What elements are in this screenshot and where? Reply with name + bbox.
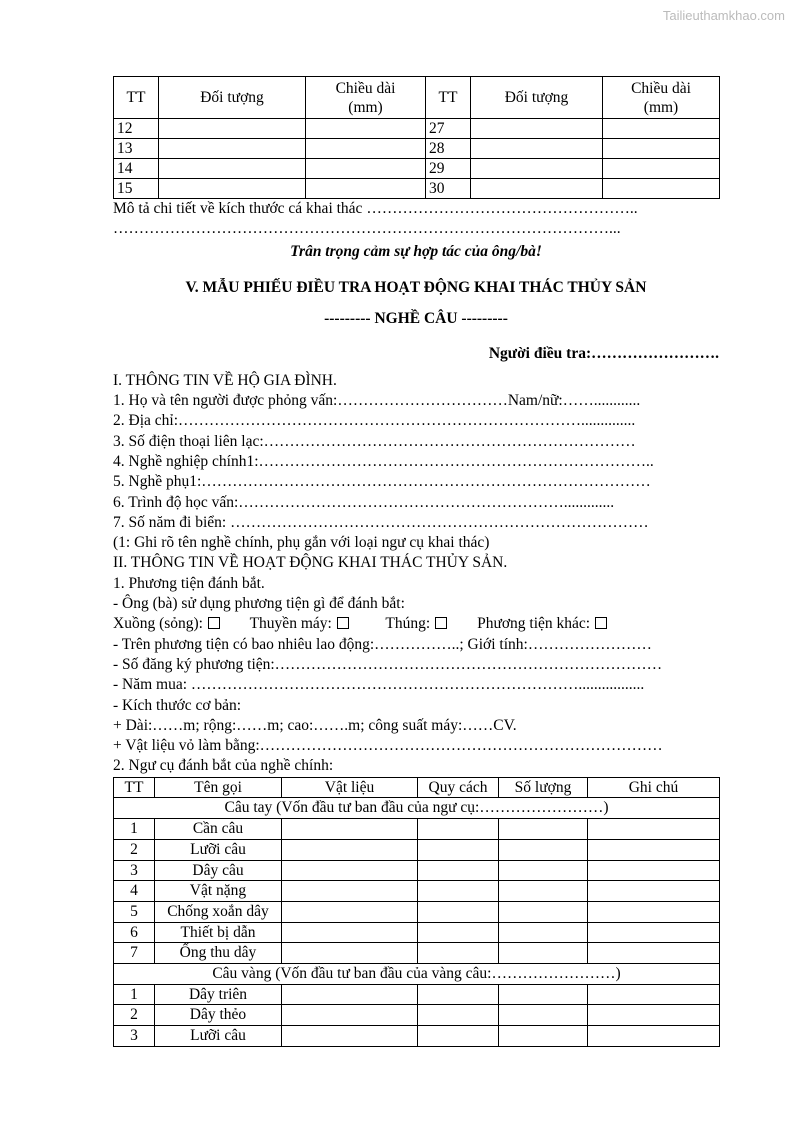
dimensions-label: - Kích thước cơ bản:	[113, 696, 242, 714]
material-cell[interactable]	[282, 922, 418, 943]
group-row-longline	[114, 964, 720, 985]
table-row	[114, 860, 720, 881]
table-row	[114, 839, 720, 860]
row-number: 1	[114, 819, 155, 840]
row-number: 3	[114, 1026, 155, 1047]
row-number: 7	[114, 943, 155, 964]
material-cell[interactable]	[282, 901, 418, 922]
subject-cell[interactable]	[471, 119, 603, 139]
length-cell[interactable]	[306, 179, 426, 199]
material-cell[interactable]	[282, 881, 418, 902]
vessel-subheading: 1. Phương tiện đánh bắt.	[113, 574, 265, 592]
checkbox-icon[interactable]	[435, 617, 447, 629]
col-note: Ghi chú	[588, 777, 720, 798]
row-number: 4	[114, 881, 155, 902]
note-cell[interactable]	[588, 819, 720, 840]
table-row	[114, 819, 720, 840]
note-cell[interactable]	[588, 984, 720, 1005]
fish-length-table	[113, 76, 720, 199]
option-thuyen-may[interactable]: Thuyền máy:	[250, 615, 349, 632]
spec-cell[interactable]	[418, 819, 499, 840]
table-row	[114, 922, 720, 943]
note-cell[interactable]	[588, 901, 720, 922]
spec-cell[interactable]	[418, 860, 499, 881]
registration-field[interactable]: - Số đăng ký phương tiện:…………………………………………………………………	[113, 655, 663, 673]
group-row-hand-line	[114, 798, 720, 819]
col-length: Chiều dài (mm)	[306, 77, 426, 119]
row-number: 15	[114, 179, 159, 199]
table-row	[114, 1026, 720, 1047]
vessel-options	[113, 614, 719, 634]
row-number: 29	[426, 159, 471, 179]
quantity-cell[interactable]	[499, 839, 588, 860]
quantity-cell[interactable]	[499, 1026, 588, 1047]
years-at-sea-field[interactable]: 7. Số năm đi biển: ………………………………………………………………………	[113, 513, 649, 531]
gear-name: Vật nặng	[155, 881, 282, 902]
subject-cell[interactable]	[471, 179, 603, 199]
subject-cell[interactable]	[159, 179, 306, 199]
subject-cell[interactable]	[159, 119, 306, 139]
checkbox-icon[interactable]	[208, 617, 220, 629]
col-tt-2: TT	[426, 77, 471, 119]
part2-heading: II. THÔNG TIN VỀ HOẠT ĐỘNG KHAI THÁC THỦY SẢN.	[113, 554, 508, 572]
row-number: 13	[114, 139, 159, 159]
gear-name: Lưỡi câu	[155, 839, 282, 860]
table-row	[114, 1005, 720, 1026]
dimensions-field[interactable]: + Dài:……m; rộng:……m; cao:…….m; công suất máy:……CV.	[113, 716, 517, 734]
table-row	[114, 901, 720, 922]
option-xuong[interactable]: Xuồng (sỏng):	[113, 615, 220, 632]
subject-cell[interactable]	[159, 159, 306, 179]
gear-name: Dây triên	[155, 984, 282, 1005]
col-material: Vật liệu	[282, 777, 418, 798]
col-name: Tên gọi	[155, 777, 282, 798]
length-cell[interactable]	[603, 139, 720, 159]
material-cell[interactable]	[282, 943, 418, 964]
gear-name: Cần câu	[155, 819, 282, 840]
fishing-gear-table	[113, 777, 720, 1047]
table-row	[114, 881, 720, 902]
row-number: 27	[426, 119, 471, 139]
note-cell[interactable]	[588, 860, 720, 881]
quantity-cell[interactable]	[499, 1005, 588, 1026]
subject-cell[interactable]	[471, 139, 603, 159]
length-cell[interactable]	[603, 119, 720, 139]
table-row	[114, 179, 720, 199]
section-subtitle: --------- NGHỀ CÂU ---------	[324, 310, 508, 328]
row-number: 2	[114, 1005, 155, 1026]
interviewee-name-field[interactable]: 1. Họ và tên người được phỏng vấn:……………………………Nam/nữ:……............	[113, 392, 641, 410]
gear-name: Thiết bị dẫn	[155, 922, 282, 943]
spec-cell[interactable]	[418, 881, 499, 902]
surveyor-field[interactable]: Người điều tra:…………………….	[488, 345, 719, 363]
table-row	[114, 119, 720, 139]
length-cell[interactable]	[306, 139, 426, 159]
quantity-cell[interactable]	[499, 901, 588, 922]
document-page	[113, 76, 719, 1047]
col-tt: TT	[114, 777, 155, 798]
checkbox-icon[interactable]	[337, 617, 349, 629]
table-header-row	[114, 777, 720, 798]
row-number: 5	[114, 901, 155, 922]
spec-cell[interactable]	[418, 1005, 499, 1026]
spec-cell[interactable]	[418, 984, 499, 1005]
footnote: (1: Ghi rõ tên nghề chính, phụ gắn với loại ngư cụ khai thác)	[113, 534, 490, 552]
quantity-cell[interactable]	[499, 819, 588, 840]
gear-name: Dây câu	[155, 860, 282, 881]
fishing-activity-info	[113, 553, 719, 776]
row-number: 1	[114, 984, 155, 1005]
material-cell[interactable]	[282, 984, 418, 1005]
note-cell[interactable]	[588, 839, 720, 860]
table-row	[114, 139, 720, 159]
col-length-2: Chiều dài (mm)	[603, 77, 720, 119]
phone-field[interactable]: 3. Số điện thoại liên lạc:………………………………………………………………	[113, 432, 636, 450]
subject-cell[interactable]	[159, 139, 306, 159]
labor-gender-field[interactable]: - Trên phương tiện có bao nhiêu lao động:……………..; Giới tính:……………………	[113, 635, 652, 653]
spec-cell[interactable]	[418, 839, 499, 860]
watermark: Tailieuthamkhao.com	[662, 8, 785, 23]
spec-cell[interactable]	[418, 901, 499, 922]
table-row	[114, 984, 720, 1005]
length-cell[interactable]	[306, 159, 426, 179]
thanks-note: Trân trọng cảm sự hợp tác của ông/bà!	[290, 242, 542, 260]
col-quantity: Số lượng	[499, 777, 588, 798]
row-number: 6	[114, 922, 155, 943]
gear-name: Dây thẻo	[155, 1005, 282, 1026]
col-tt: TT	[114, 77, 159, 119]
section-title: V. MẪU PHIẾU ĐIỀU TRA HOẠT ĐỘNG KHAI THÁC THỦY SẢN	[185, 278, 647, 296]
length-cell[interactable]	[306, 119, 426, 139]
material-cell[interactable]	[282, 819, 418, 840]
checkbox-icon[interactable]	[595, 617, 607, 629]
table-row	[114, 159, 720, 179]
col-spec: Quy cách	[418, 777, 499, 798]
note-cell[interactable]	[588, 881, 720, 902]
material-cell[interactable]	[282, 1005, 418, 1026]
education-field[interactable]: 6. Trình độ học vấn:……………………………………………………….............	[113, 493, 615, 511]
group-title: Câu vàng (Vốn đầu tư ban đầu của vàng câu:……………………)	[114, 964, 720, 985]
spec-cell[interactable]	[418, 943, 499, 964]
option-other[interactable]: Phương tiện khác:	[477, 615, 607, 632]
row-number: 30	[426, 179, 471, 199]
part1-heading: I. THÔNG TIN VỀ HỘ GIA ĐÌNH.	[113, 371, 337, 389]
material-cell[interactable]	[282, 839, 418, 860]
gear-name: Lưỡi câu	[155, 1026, 282, 1047]
row-number: 2	[114, 839, 155, 860]
quantity-cell[interactable]	[499, 860, 588, 881]
fish-size-description-cont[interactable]: ……………………………………………………………………………………...	[113, 220, 621, 238]
material-cell[interactable]	[282, 860, 418, 881]
gear-name: Chống xoắn dây	[155, 901, 282, 922]
note-cell[interactable]	[588, 1005, 720, 1026]
quantity-cell[interactable]	[499, 881, 588, 902]
note-cell[interactable]	[588, 1026, 720, 1047]
length-cell[interactable]	[603, 179, 720, 199]
vessel-question: - Ông (bà) sử dụng phương tiện gì để đánh bắt:	[113, 595, 405, 613]
row-number: 12	[114, 119, 159, 139]
gear-name: Ống thu dây	[155, 943, 282, 964]
row-number: 14	[114, 159, 159, 179]
household-info	[113, 371, 719, 554]
gear-subheading: 2. Ngư cụ đánh bắt của nghề chính:	[113, 757, 334, 775]
fish-size-description[interactable]: Mô tả chi tiết về kích thước cá khai thác ……………………………………………..	[113, 200, 638, 217]
col-subject: Đối tượng	[159, 77, 306, 119]
note-cell[interactable]	[588, 922, 720, 943]
subject-cell[interactable]	[471, 159, 603, 179]
spec-cell[interactable]	[418, 1026, 499, 1047]
quantity-cell[interactable]	[499, 943, 588, 964]
quantity-cell[interactable]	[499, 922, 588, 943]
row-number: 3	[114, 860, 155, 881]
side-job-field[interactable]: 5. Nghề phụ1:……………………………………………………………………………	[113, 473, 651, 491]
option-thung[interactable]: Thúng:	[385, 615, 447, 632]
material-cell[interactable]	[282, 1026, 418, 1047]
group-title: Câu tay (Vốn đầu tư ban đầu của ngư cụ:……………………)	[114, 798, 720, 819]
row-number: 28	[426, 139, 471, 159]
quantity-cell[interactable]	[499, 984, 588, 1005]
hull-material-field[interactable]: + Vật liệu vỏ làm bằng:……………………………………………………………………	[113, 737, 663, 755]
purchase-year-field[interactable]: - Năm mua: ………………………………………………………………….................	[113, 676, 645, 694]
col-subject-2: Đối tượng	[471, 77, 603, 119]
length-cell[interactable]	[603, 159, 720, 179]
table-header-row	[114, 77, 720, 119]
main-job-field[interactable]: 4. Nghề nghiệp chính1:…………………………………………………………………..	[113, 452, 654, 470]
table-row	[114, 943, 720, 964]
address-field[interactable]: 2. Địa chỉ:……………………………………………………………………..............	[113, 412, 636, 430]
spec-cell[interactable]	[418, 922, 499, 943]
note-cell[interactable]	[588, 943, 720, 964]
